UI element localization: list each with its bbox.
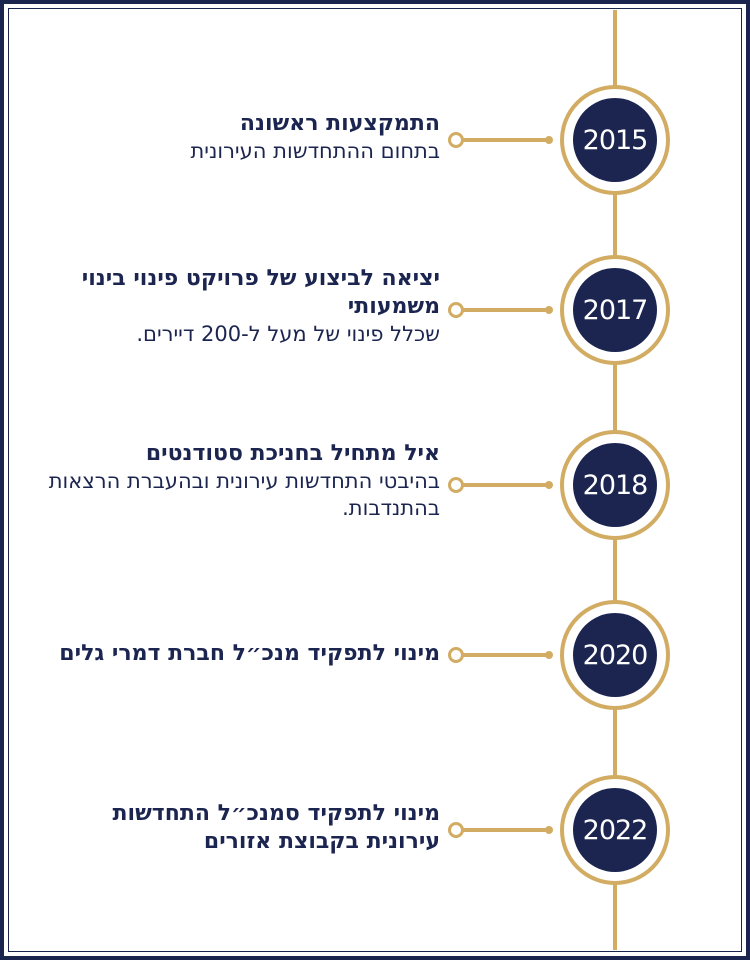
year-disc [573,443,657,527]
year-label: 2022 [582,814,648,846]
milestone-description: שכלל פינוי של מעל ל-200 דיירים. [136,322,440,346]
year-badge [560,85,670,195]
timeline-milestone [0,85,750,195]
connector-start-dot [545,306,553,314]
year-label: 2020 [582,639,648,671]
timeline-milestone [0,255,750,365]
connector-line [456,483,552,487]
year-disc [573,613,657,697]
timeline-milestone [0,600,750,710]
year-badge [560,600,670,710]
connector-line [456,828,552,832]
connector-end-dot [448,647,464,663]
milestone-title: מינוי לתפקיד מנכ״ל חברת דמרי גלים [59,641,440,666]
year-badge [560,430,670,540]
milestone-title: התמקצעות ראשונה [239,111,440,136]
connector-start-dot [545,651,553,659]
milestone-description: בהיבטי התחדשות עירונית ובהעברת הרצאות בהתנדבות. [48,469,440,520]
timeline-milestone [0,430,750,540]
milestone-title: מינוי לתפקיד סמנכ״ל התחדשות עירונית בקבוצת אזורים [112,801,440,854]
milestone-title: יציאה לביצוע של פרויקט פינוי בינוי משמעותי [81,266,440,319]
connector-end-dot [448,477,464,493]
connector-end-dot [448,132,464,148]
milestone-text [60,265,440,348]
year-disc [573,788,657,872]
year-label: 2015 [582,124,648,156]
year-disc [573,268,657,352]
milestone-description: בתחום ההתחדשות העירונית [190,139,440,163]
year-label: 2018 [582,469,648,501]
milestone-text [20,640,440,668]
year-badge [560,775,670,885]
milestone-title: איל מתחיל בחניכת סטודנטים [145,441,440,466]
milestone-text [40,440,440,522]
connector-line [456,653,552,657]
year-badge [560,255,670,365]
milestone-text [60,800,440,856]
connector-start-dot [545,826,553,834]
milestone-text [20,110,440,165]
year-disc [573,98,657,182]
connector-start-dot [545,481,553,489]
connector-end-dot [448,822,464,838]
connector-end-dot [448,302,464,318]
connector-line [456,138,552,142]
timeline-milestone [0,775,750,885]
connector-start-dot [545,136,553,144]
connector-line [456,308,552,312]
year-label: 2017 [582,294,648,326]
